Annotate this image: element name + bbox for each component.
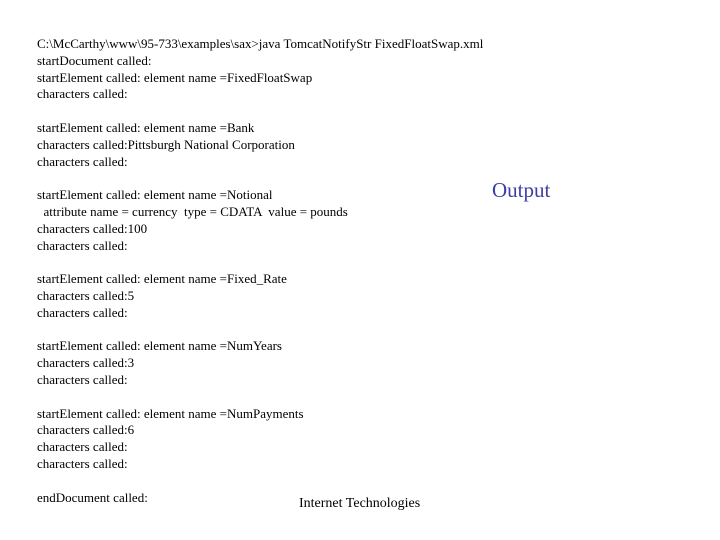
console-line: characters called: [37, 455, 128, 471]
console-line [37, 322, 597, 339]
slide-footer: Internet Technologies [299, 496, 421, 511]
console-line: startElement called: element name =NumPayments [37, 405, 304, 421]
console-line: characters called: [37, 86, 128, 102]
console-line: characters called: [37, 304, 128, 320]
console-line: startDocument called: [37, 52, 152, 68]
console-line: characters called:3 [37, 355, 135, 371]
console-line: startElement called: element name =Bank [37, 119, 255, 135]
console-line: characters called: [37, 371, 128, 387]
console-line [37, 389, 597, 406]
console-line: startElement called: element name =Notional [37, 187, 273, 203]
console-line: endDocument called: [37, 489, 148, 505]
console-line: attribute name = currency type = CDATA value = pounds [37, 203, 348, 219]
console-line [37, 473, 597, 490]
console-line: characters called: [37, 439, 128, 455]
console-line: startElement called: element name =NumYears [37, 338, 282, 354]
console-line: characters called: [37, 153, 128, 169]
console-line: characters called: [37, 237, 128, 253]
console-line: characters called:Pittsburgh National Corporation [37, 136, 295, 152]
console-line: characters called:5 [37, 287, 135, 303]
console-line: startElement called: element name =Fixed_Rate [37, 271, 287, 287]
console-line [37, 254, 597, 271]
console-output [37, 36, 597, 506]
console-line: characters called:6 [37, 422, 135, 438]
console-line: characters called:100 [37, 220, 148, 236]
console-line: startElement called: element name =FixedFloatSwap [37, 69, 313, 85]
console-line: C:\McCarthy\www\95-733\examples\sax>java TomcatNotifyStr FixedFloatSwap.xml [37, 36, 484, 51]
slide-heading: Output [492, 178, 551, 202]
console-line [37, 103, 597, 120]
